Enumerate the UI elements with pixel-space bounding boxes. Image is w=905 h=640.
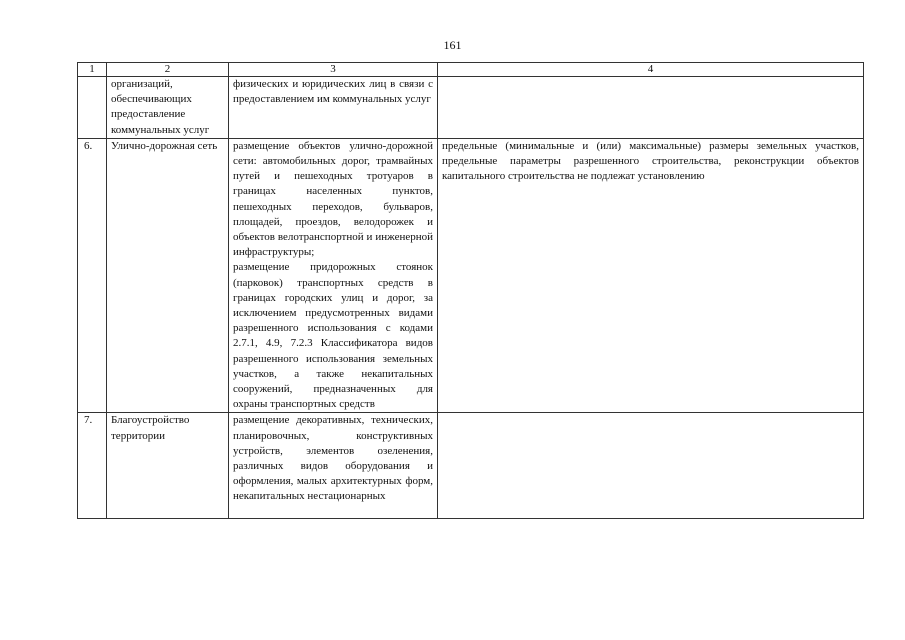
- column-header-2: 2: [107, 63, 229, 77]
- table-row: [78, 413, 864, 519]
- parameters-cell: [438, 413, 864, 519]
- use-type-name: Улично-дорожная сеть: [107, 138, 229, 413]
- row-number: 7.: [78, 413, 107, 519]
- use-type-description: [229, 138, 438, 413]
- description-paragraph: размещение объектов улично-дорожной сети: автомобильных дорог, трамвайных путей и пешеходных тротуаров в границах населенных пунктов, пешеходных переходов, бульваров, площадей, проездов, велодорожек и объектов велотранспортной и инженерной инфраструктуры;: [233, 139, 433, 259]
- description-text: размещение декоративных, технических, планировочных, конструктивных устройств, элементов озеленения, различных видов оборудования и оформления, малых архитектурных форм, некапитальных нестационарных: [233, 414, 433, 503]
- parameters-cell: [438, 77, 864, 139]
- row-number: [78, 77, 107, 139]
- page-number: 161: [443, 38, 462, 52]
- use-type-description: физических и юридических лиц в связи с предоставлением им коммунальных услуг: [229, 77, 438, 139]
- table-row: [78, 77, 864, 139]
- column-header-3: 3: [229, 63, 438, 77]
- table-header-row: [78, 63, 864, 77]
- row-number: 6.: [78, 138, 107, 413]
- use-type-name: Благоустройство территории: [107, 413, 229, 519]
- description-paragraph: размещение придорожных стоянок (парковок) транспортных средств в границах городских улиц и дорог, за исключением предусмотренных видами разрешенного использования с кодами 2.7.1, 4.9, 7.2.3 Классификатора видов разрешенного использования земельных участков, а также некапитальных сооружений, предназначенных для охраны транспортных средств: [233, 261, 433, 411]
- table-row: [78, 138, 864, 413]
- use-type-name: организаций, обеспечивающих предоставление коммунальных услуг: [107, 77, 229, 139]
- column-header-4: 4: [438, 63, 864, 77]
- zoning-table: [77, 62, 864, 519]
- use-type-description: [229, 413, 438, 519]
- parameters-cell: предельные (минимальные и (или) максимальные) размеры земельных участков, предельные параметры разрешенного строительства, реконструкции объектов капитального строительства не подлежат установлению: [438, 138, 864, 413]
- column-header-1: 1: [78, 63, 107, 77]
